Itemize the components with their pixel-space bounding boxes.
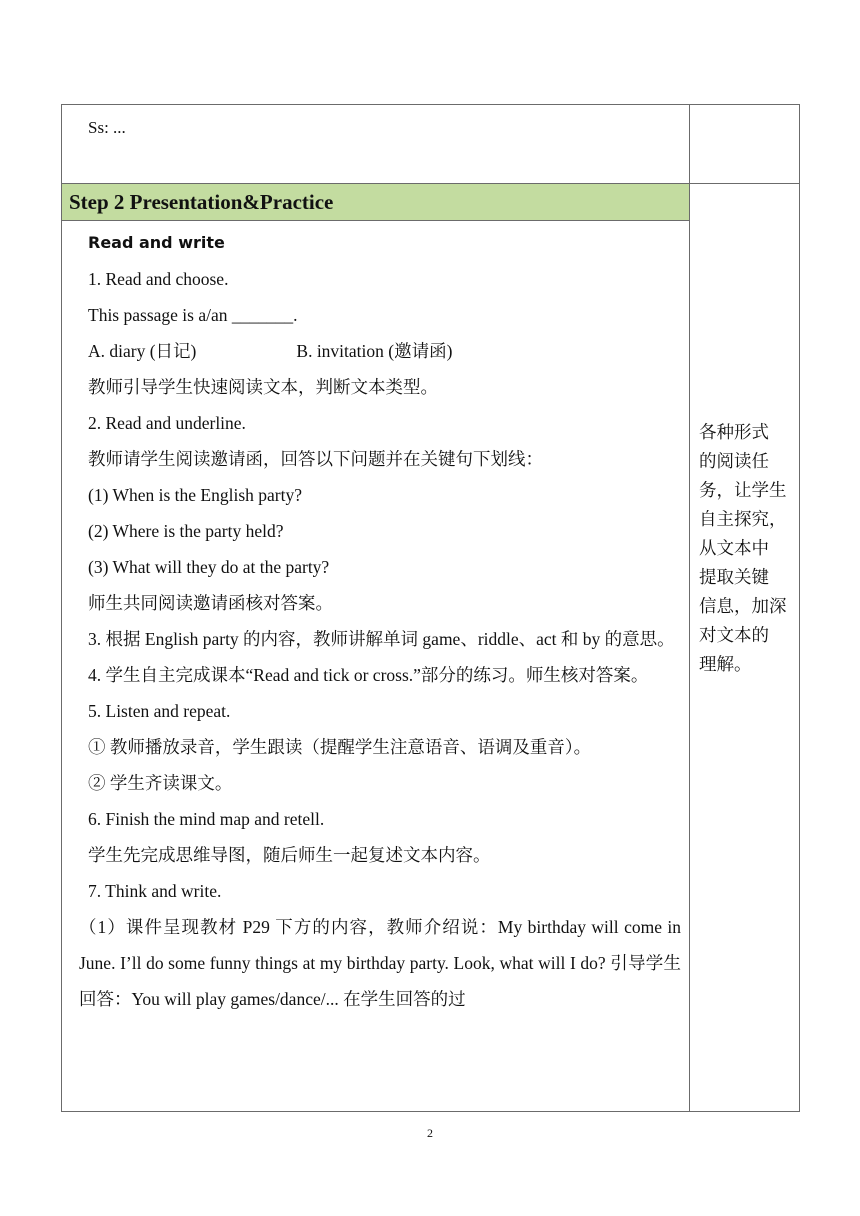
purpose-line: 对文本的: [699, 625, 769, 645]
purpose-note: [690, 184, 799, 679]
purpose-line: 理解。: [699, 654, 752, 674]
lesson-plan-table: [61, 104, 800, 1112]
task-5-step-1: ① 教师播放录音，学生跟读（提醒学生注意语音、语调及重音）。: [88, 737, 592, 757]
task-7-title: 7. Think and write.: [88, 881, 222, 901]
task-2-title: 2. Read and underline.: [88, 413, 246, 433]
task-1-question: This passage is a/an _______.: [88, 305, 298, 325]
task-6-title: 6. Finish the mind map and retell.: [88, 809, 325, 829]
step-body: [62, 221, 689, 1111]
page-number: 2: [427, 1126, 433, 1140]
students-response-text: Ss: ...: [88, 118, 126, 137]
purpose-line: 信息，加深: [699, 596, 787, 616]
task-3-paragraph: 3. 根据 English party 的内容，教师讲解单词 game、riddle、act 和 by 的意思。: [88, 629, 675, 649]
purpose-line: 各种形式: [699, 422, 769, 442]
task-2-note: 教师请学生阅读邀请函，回答以下问题并在关键句下划线：: [88, 449, 543, 469]
task-1-note: 教师引导学生快速阅读文本，判断文本类型。: [88, 377, 438, 397]
question-3: (3) What will they do at the party?: [88, 557, 330, 577]
purpose-line: 提取关键: [699, 567, 769, 587]
students-response-row: [62, 105, 800, 184]
students-response-side-cell: [690, 105, 800, 184]
purpose-line: 的阅读任: [699, 451, 769, 471]
section-label: Read and write: [88, 233, 225, 252]
task-4-paragraph: 4. 学生自主完成课本“Read and tick or cross.”部分的练习。师生核对答案。: [88, 665, 649, 685]
task-1-options: [70, 333, 681, 369]
task-6-note: 学生先完成思维导图，随后师生一起复述文本内容。: [88, 845, 491, 865]
step-heading: Step 2 Presentation&Practice: [62, 184, 689, 221]
option-a: A. diary (日记): [88, 341, 197, 361]
question-1: (1) When is the English party?: [88, 485, 302, 505]
purpose-line: 自主探究，: [699, 509, 787, 529]
option-b: B. invitation (邀请函): [296, 341, 453, 361]
step-2-row: [62, 184, 800, 1112]
task-5-step-2: ② 学生齐读课文。: [88, 773, 233, 793]
purpose-cell: [690, 184, 800, 1112]
task-1-title: 1. Read and choose.: [88, 269, 229, 289]
task-2-check: 师生共同阅读邀请函核对答案。: [88, 593, 333, 613]
task-7-paragraph: （1）课件呈现教材 P29 下方的内容，教师介绍说：My birthday will come in June. I’ll do some funny things at my birthday party. Look, what will I do? 引导学生回答：You will play games/dance/... 在学生回答的过: [79, 917, 681, 1009]
step-2-content-cell: [62, 184, 690, 1112]
purpose-line: 从文本中: [699, 538, 769, 558]
task-5-title: 5. Listen and repeat.: [88, 701, 231, 721]
question-2: (2) Where is the party held?: [88, 521, 284, 541]
purpose-line: 务，让学生: [699, 480, 787, 500]
students-response-cell: [62, 105, 690, 184]
